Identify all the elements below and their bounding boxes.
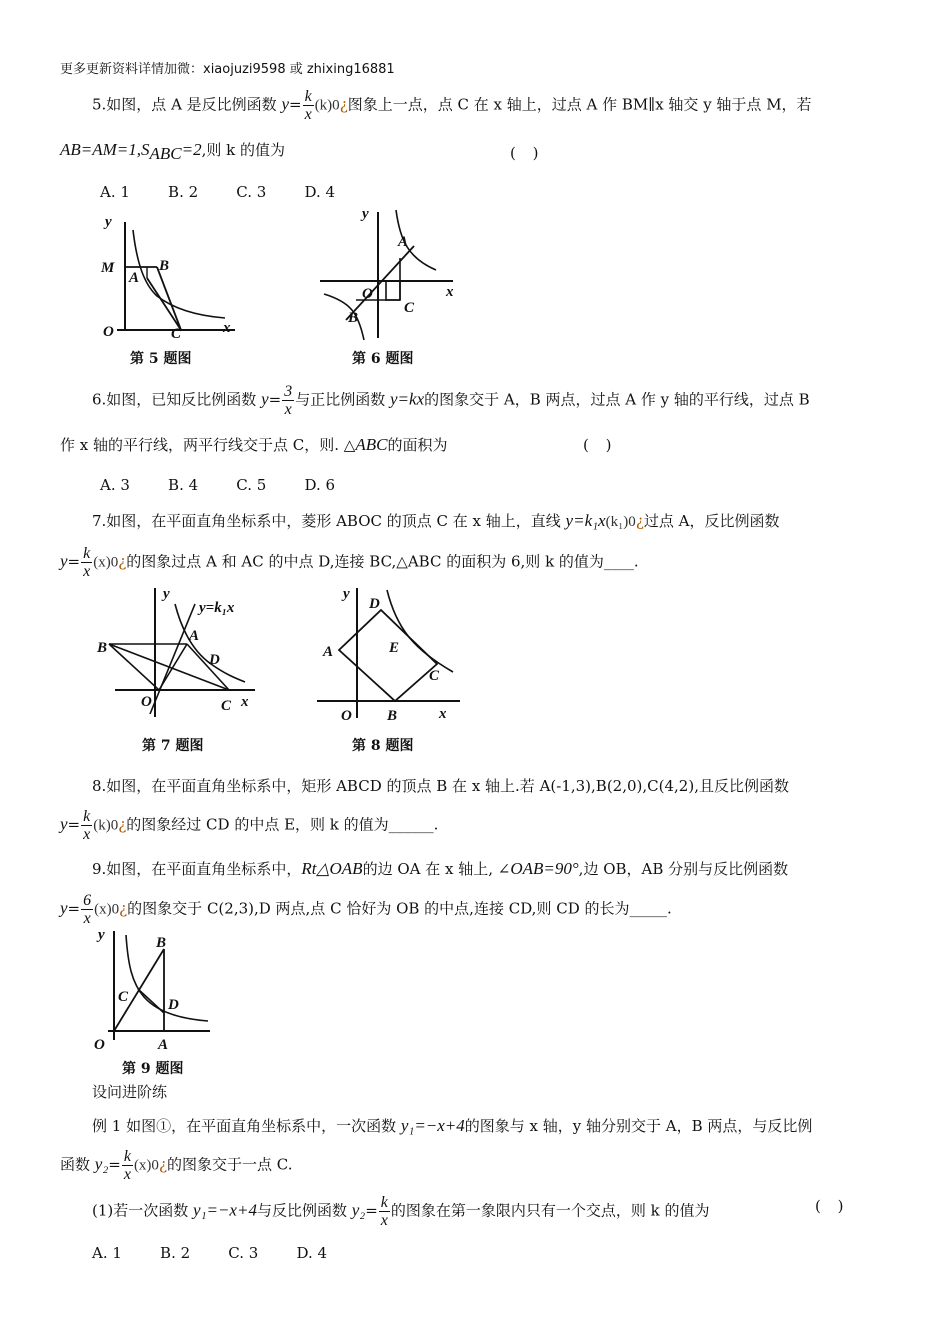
q7-line-eq: y=k₁x [565,511,606,530]
q5-condition: (k)0 [314,97,340,114]
q6-eq: = [268,390,282,409]
question-7-line2 [60,545,639,580]
fig8-label-e: E [389,640,400,656]
fig5-label-y: y [105,214,112,230]
fig8-caption: 第 8 题图 [352,738,414,754]
ex1-y2: y₂ [94,1154,109,1174]
q5-glyph: ¿ [339,95,348,114]
q6-text-d: 作 x 轴的平行线，两平行线交于点 C，则. △ [60,436,356,454]
q9-text-b: 的边 OA 在 x 轴上, ∠ [362,860,511,878]
example-1-line2 [60,1148,292,1183]
q5-math: AB=AM=1,S [60,140,150,159]
ex1-1-options: A. 1 B. 2 C. 3 D. 4 [92,1244,328,1262]
q7-func-y: y [60,551,68,571]
q7-text-b: 过点 A，反比例函数 [643,512,780,530]
fig5-label-c: C [171,326,182,342]
q9-fraction: $\frac{6}{x}$ [83,892,92,927]
page-header: 更多更新资料详情加微：xiaojuzi9598 或 zhixing16881 [60,62,395,77]
fig9-label-y: y [98,927,105,943]
ex1-cond: (x)0 [133,1157,159,1174]
question-5-line1 [92,88,812,123]
question-6-line2 [60,435,447,455]
q5-func-y: y [281,94,289,114]
question-6-line1 [92,383,810,418]
q6-text-a: 6.如图，已知反比例函数 [92,390,262,409]
question-9-line1 [92,859,788,879]
ex1-y1: y₁=−x+4 [400,1116,465,1135]
q9-cond: (x)0 [94,901,120,918]
ex1-1-text-b: 与反比例函数 [256,1201,352,1220]
q9-glyph: ¿ [119,899,128,918]
figure-6 [318,200,468,349]
q6-func-y: y [261,389,269,409]
fig6-label-x: x [446,284,454,300]
question-9-line2 [60,892,672,927]
q7-text-a: 7.如图，在平面直角坐标系中，菱形 ABOC 的顶点 C 在 x 轴上，直线 [92,512,566,530]
figure-8 [315,580,465,729]
q5-math-eq: =2 [181,140,202,159]
q6-answer-paren: ( ) [583,436,618,454]
ex1-eq: = [108,1155,121,1174]
q6-abc: ABC [355,435,388,454]
q9-text-c: ,边 OB，AB 分别与反比例函数 [578,860,789,878]
q6-fraction: $\frac{3}{x}$ [284,383,293,418]
ex1-1-y1: y₁=−x+4 [193,1200,257,1220]
ex1-text-a: 例 1 如图①，在平面直角坐标系中，一次函数 [92,1117,401,1135]
q8-text-b: 的图象经过 CD 的中点 E，则 k 的值为______. [126,815,439,834]
ex1-1-y2: y₂ [351,1200,366,1220]
q8-eq: = [67,815,81,834]
ex1-text-b: 的图象与 x 轴，y 轴分别交于 A，B 两点，与反比例 [464,1117,813,1135]
fig7-label-line: y=k₁x [199,600,235,616]
q9-eq: = [67,899,81,918]
q6-text-c: 的图象交于 A，B 两点，过点 A 作 y 轴的平行线，过点 B [424,390,810,409]
q8-cond: (k)0 [93,817,119,834]
fig8-label-x: x [439,706,447,722]
fig9-label-a: A [158,1037,169,1053]
fig8-label-c: C [429,668,440,684]
ex1-1-answer-paren: ( ) [815,1197,850,1215]
fig6-label-c: C [404,300,415,316]
q6-text-b: 与正比例函数 [295,390,390,409]
ex1-1-text-c: 的图象在第一象限内只有一个交点，则 k 的值为 [390,1201,710,1220]
fig7-label-y: y [163,586,170,602]
q7-cond2: (x)0 [93,554,119,571]
q9-rt: Rt△OAB [301,859,363,878]
section-title: 设问进阶练 [92,1083,168,1101]
q6-text-e: 的面积为 [387,436,448,454]
q5-sub: ABC [149,144,182,163]
q5-eq: = [289,95,302,114]
q6-options: A. 3 B. 4 C. 5 D. 6 [100,476,336,494]
fig9-label-c: C [118,989,129,1005]
fig7-label-b: B [97,640,108,656]
fig7-line-k1x [150,604,195,714]
fig8-label-o: O [341,708,352,724]
fig8-label-d: D [369,596,380,612]
q7-fraction: $\frac{k}{x}$ [83,545,91,580]
fig9-caption: 第 9 题图 [122,1061,184,1077]
fig7-label-o: O [141,694,152,710]
ex1-1-fraction: $\frac{k}{x}$ [380,1194,388,1229]
fig6-label-y: y [362,206,369,222]
q5-text-c: ,则 k 的值为 [201,141,286,159]
example-1-part1 [92,1194,710,1229]
q9-text-d: 的图象交于 C(2,3),D 两点,点 C 恰好为 OB 的中点,连接 CD,则 CD 的长为_____. [127,899,672,918]
fig9-label-d: D [168,997,179,1013]
q6-kx: y=kx [390,389,425,409]
fig5-label-b: B [159,258,170,274]
fig9-label-b: B [156,935,167,951]
q5-answer-paren: ( ) [510,144,545,162]
ex1-1-eq: = [365,1201,378,1220]
fig8-label-a: A [323,644,334,660]
fig7-label-x: x [241,694,249,710]
q5-text-b: 图象上一点，点 C 在 x 轴上，过点 A 作 BM∥x 轴交 y 轴于点 M，若 [347,95,812,114]
q7-eq: = [67,552,81,571]
ex1-fraction: $\frac{k}{x}$ [123,1148,131,1183]
fig5-label-o: O [103,324,114,340]
figure-5 [95,210,245,349]
q8-func-y: y [60,814,68,834]
q7-glyph: ¿ [635,512,644,530]
q5-fraction: $\frac{k}{x}$ [304,88,312,123]
q8-fraction: $\frac{k}{x}$ [83,808,91,843]
q8-glyph: ¿ [118,815,127,834]
fig6-label-b: B [348,310,359,326]
question-5-line2 [60,140,285,164]
fig9-segment-cd [138,989,164,1013]
fig8-label-y: y [343,586,350,602]
ex1-glyph: ¿ [158,1155,167,1174]
ex1-text-d: 的图象交于一点 C. [166,1155,293,1174]
fig9-label-o: O [94,1037,105,1053]
q5-options: A. 1 B. 2 C. 3 D. 4 [100,183,336,201]
fig6-caption: 第 6 题图 [352,351,414,367]
fig9-curve [126,935,208,1021]
figure-9 [92,925,227,1059]
fig7-caption: 第 7 题图 [142,738,204,754]
question-8-line1: 8.如图，在平面直角坐标系中，矩形 ABCD 的顶点 B 在 x 轴上.若 A(-1,3),B(2,0),C(4,2),且反比例函数 [92,777,789,795]
q9-angle: OAB=90° [510,859,579,878]
fig6-label-a: A [398,234,409,250]
fig8-rectangle [339,610,437,701]
fig8-curve [387,590,453,672]
example-1-line1 [92,1116,812,1136]
fig7-label-d: D [209,652,220,668]
fig7-label-c: C [221,698,232,714]
fig6-label-o: O [362,286,373,302]
question-7-line1 [92,511,779,532]
q9-text-a: 9.如图，在平面直角坐标系中， [92,860,302,878]
q7-text-c: 的图象过点 A 和 AC 的中点 D,连接 BC,△ABC 的面积为 6,则 k 的值为____. [126,552,639,571]
question-8-line2 [60,808,438,843]
fig8-label-b: B [387,708,398,724]
ex1-1-text-a: (1)若一次函数 [92,1201,194,1220]
figure-7 [95,582,270,726]
q7-glyph2: ¿ [118,552,127,571]
fig5-label-m: M [101,260,115,276]
fig5-label-a: A [129,270,140,286]
fig7-label-a: A [189,628,200,644]
q7-cond: (k₁)0 [605,514,636,530]
q5-text-a: 5.如图，点 A 是反比例函数 [92,95,282,114]
ex1-text-c: 函数 [60,1155,95,1174]
q9-func-y: y [60,898,68,918]
fig5-caption: 第 5 题图 [130,351,192,367]
fig5-label-x: x [223,320,231,336]
